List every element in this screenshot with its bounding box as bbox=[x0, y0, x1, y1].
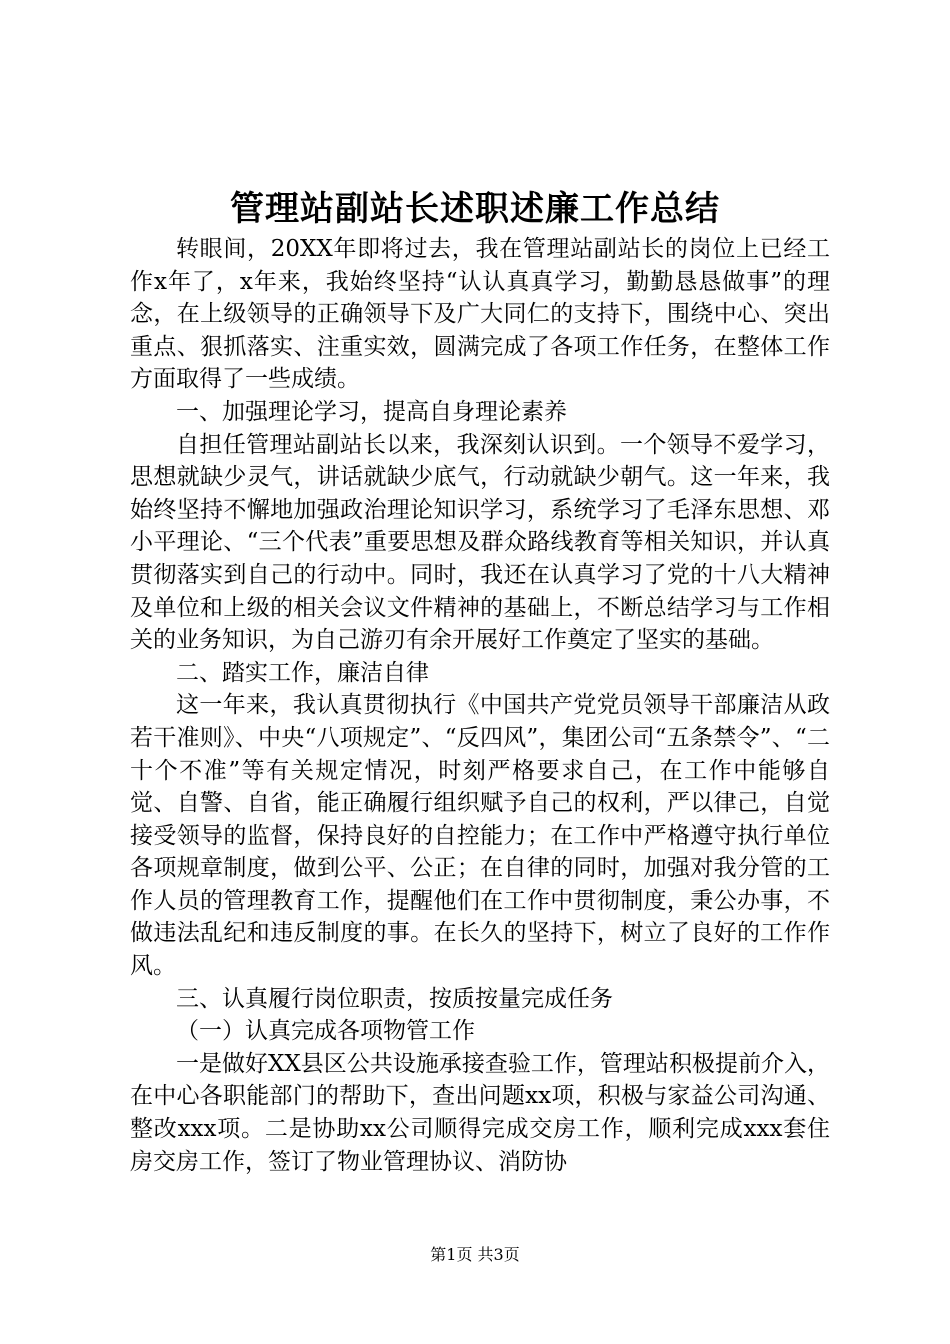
paragraph-section-1: 自担任管理站副站长以来，我深刻认识到。一个领导不爱学习，思想就缺少灵气，讲话就缺少底气，行动就缺少朝气。这一年来，我始终坚持不懈地加强政治理论知识学习，系统学习了毛泽东思想、邓小平理论、“三个代表”重要思想及群众路线教育等相关知识，并认真贯彻落实到自己的行动中。同时，我还在认真学习了党的十八大精神及单位和上级的相关会议文件精神的基础上，不断总结学习与工作相关的业务知识，为自己游刃有余开展好工作奠定了坚实的基础。 bbox=[130, 431, 830, 654]
section-heading-3: 三、认真履行岗位职责，按质按量完成任务 bbox=[176, 985, 613, 1012]
page-footer: 第1页 共3页 bbox=[430, 1245, 520, 1264]
document-body bbox=[130, 233, 830, 1178]
paragraph-intro: 转眼间，20XX年即将过去，我在管理站副站长的岗位上已经工作x年了，x年来，我始终坚持“认认真真学习，勤勤恳恳做事”的理念，在上级领导的正确领导下及广大同仁的支持下，围绕中心、突出重点、狠抓落实、注重实效，圆满完成了各项工作任务，在整体工作方面取得了一些成绩。 bbox=[130, 236, 830, 393]
document-title: 管理站副站长述职述廉工作总结 bbox=[230, 189, 720, 229]
section-heading-1: 一、加强理论学习，提高自身理论素养 bbox=[176, 398, 567, 425]
paragraph-subsection-1: 一是做好XX县区公共设施承接查验工作，管理站积极提前介入，在中心各职能部门的帮助下，查出问题xx项，积极与家益公司沟通、整改xxx项。二是协助xx公司顺得完成交房工作，顺利完成xxx套住房交房工作，签订了物业管理协议、消防协 bbox=[130, 1050, 830, 1175]
subsection-heading-1: （一）认真完成各项物管工作 bbox=[176, 1018, 475, 1045]
paragraph-section-2: 这一年来，我认真贯彻执行《中国共产党党员领导干部廉洁从政若干准则》、中央“八项规定”、“反四风”，集团公司“五条禁令”、“二十个不准”等有关规定情况，时刻严格要求自己，在工作中能够自觉、自警、自省，能正确履行组织赋予自己的权利，严以律己，自觉接受领导的监督，保持良好的自控能力；在工作中严格遵守执行单位各项规章制度，做到公平、公正；在自律的同时，加强对我分管的工作人员的管理教育工作，提醒他们在工作中贯彻制度，秉公办事，不做违法乱纪和违反制度的事。在长久的坚持下，树立了良好的工作作风。 bbox=[130, 692, 830, 980]
section-heading-2: 二、踏实工作，廉洁自律 bbox=[176, 659, 429, 686]
